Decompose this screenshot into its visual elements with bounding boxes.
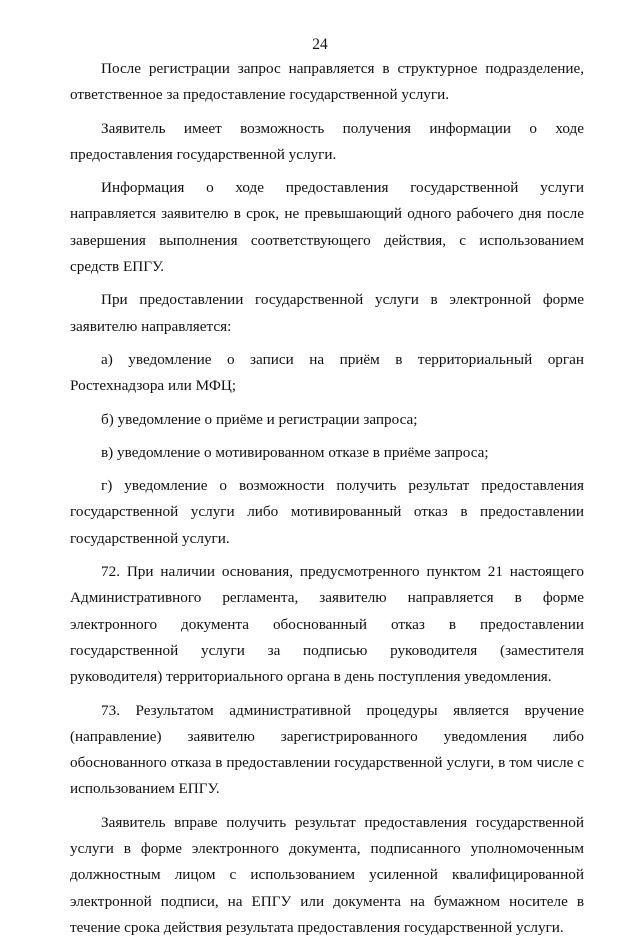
list-item-a: а) уведомление о записи на приём в территориальный орган Ростехнадзора или МФЦ; (70, 350, 584, 395)
paragraph-registration: После регистрации запрос направляется в структурное подразделение, ответственное за предоставление государственной услуги. (70, 60, 584, 104)
list-item-b: б) уведомление о приёме и регистрации запроса; (101, 410, 418, 428)
paragraph-73: 73. Результатом административной процедуры является вручение (направление) заявителю зарегистрированного уведомления либо обоснованного отказа в предоставлении государственной услуги, в том числе с использованием ЕПГУ. (70, 701, 584, 798)
document-body (70, 56, 584, 948)
paragraph-72: 72. При наличии основания, предусмотренного пунктом 21 настоящего Административного регламента, заявителю направляется в форме электронного документа обоснованный отказ в предоставлении государственной услуги за подписью руководителя (заместителя руководителя) территориального органа в день поступления уведомления. (70, 563, 584, 686)
page-number: 24 (312, 36, 328, 53)
list-item-g: г) уведомление о возможности получить результат предоставления государственной услуги либо мотивированный отказ в предоставлении государственной услуги. (70, 477, 584, 547)
paragraph-applicant-info: Заявитель имеет возможность получения информации о ходе предоставления государственной услуги. (70, 119, 584, 163)
paragraph-result-electronic: Заявитель вправе получить результат предоставления государственной услуги в форме электронного документа, подписанного уполномоченным должностным лицом с использованием усиленной квалифицированной электронной подписи, на ЕПГУ или документа на бумажном носителе в течение срока действия результата предоставления государственной услуги. (70, 813, 584, 936)
paragraph-electronic-form: При предоставлении государственной услуги в электронной форме заявителю направляется: (70, 291, 584, 335)
paragraph-info-timing: Информация о ходе предоставления государственной услуги направляется заявителю в срок, не превышающий одного рабочего дня после завершения выполнения соответствующего действия, с использованием средств ЕПГУ. (70, 179, 584, 276)
list-item-v: в) уведомление о мотивированном отказе в приёме запроса; (101, 443, 489, 461)
